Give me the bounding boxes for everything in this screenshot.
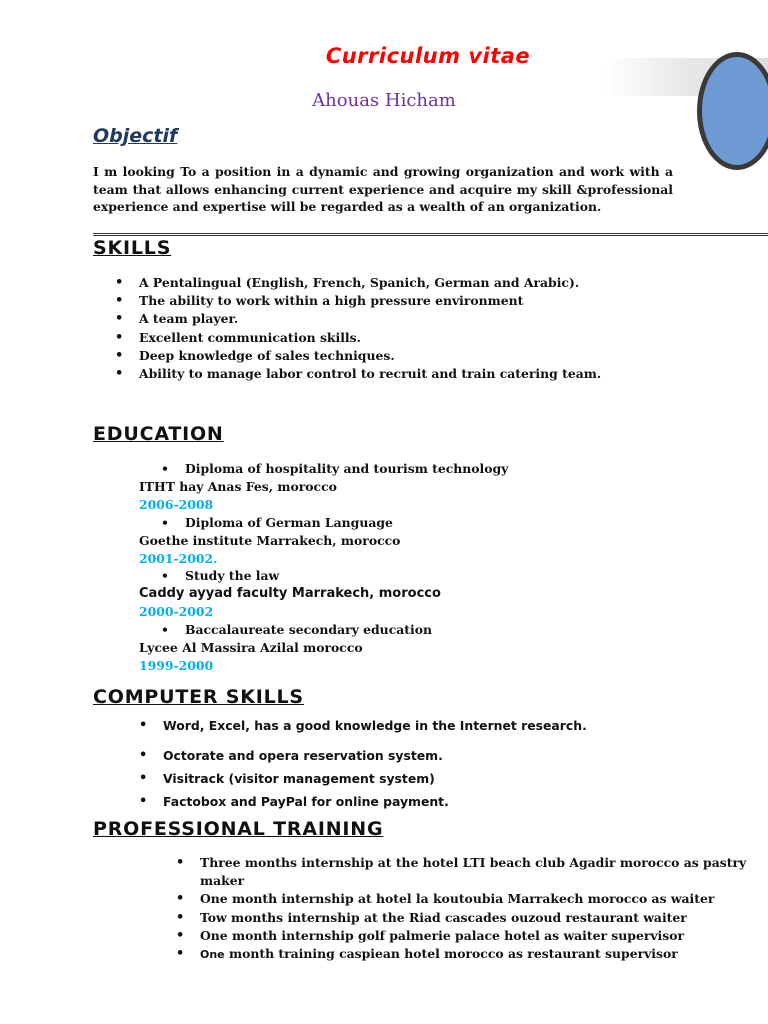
list-item: • One month internship at hotel la koutoubia Marrakech morocco as waiter	[200, 890, 760, 908]
bullet-icon: •	[139, 794, 148, 809]
document-title: Curriculum vitae	[325, 44, 531, 68]
bullet-icon: •	[115, 366, 124, 382]
objective-text: I m looking To a position in a dynamic and growing organization and work with a team that allows enhancing current experience and acquire my skill &professional experience and expertise will be regarded as a wealth of an organization.	[93, 164, 673, 215]
training-list	[176, 854, 760, 964]
education-years: 2001-2002.	[139, 550, 218, 566]
education-institution: Caddy ayyad faculty Marrakech, morocco	[139, 586, 441, 601]
education-degree: • Diploma of hospitality and tourism technology	[161, 461, 509, 476]
education-years: 2000-2002	[139, 604, 214, 619]
bullet-icon: •	[176, 891, 185, 907]
education-institution: ITHT hay Anas Fes, morocco	[139, 479, 337, 494]
list-item: • Deep knowledge of sales techniques.	[139, 347, 739, 365]
education-years: 1999-2000	[139, 657, 214, 673]
training-item-prefix: One	[200, 948, 225, 962]
bullet-icon: •	[115, 293, 124, 309]
list-item	[176, 945, 760, 964]
list-item: • Ability to manage labor control to recruit and train catering team.	[139, 365, 739, 383]
list-item: • Three months internship at the hotel LTI beach club Agadir morocco as pastry maker	[176, 855, 747, 889]
bullet-icon: •	[176, 855, 185, 870]
candidate-name: Ahouas Hicham	[312, 90, 456, 111]
computer-skills-list	[139, 716, 723, 812]
bullet-icon: •	[176, 946, 185, 962]
photo-placeholder	[697, 52, 768, 170]
list-item: • Tow months internship at the Riad cascades ouzoud restaurant waiter	[200, 909, 760, 927]
bullet-icon: •	[115, 275, 124, 290]
computer-skills-heading: COMPUTER SKILLS	[93, 686, 304, 708]
list-item: • A Pentalingual (English, French, Spanich, German and Arabic).	[139, 274, 739, 292]
list-item: • Octorate and opera reservation system.	[163, 746, 723, 766]
education-years: 2006-2008	[139, 497, 214, 512]
bullet-icon: •	[161, 568, 169, 583]
education-institution: Lycee Al Massira Azilal morocco	[139, 639, 363, 655]
bullet-icon: •	[115, 329, 124, 345]
list-item: • Visitrack (visitor management system)	[163, 769, 723, 789]
education-institution: Goethe institute Marrakech, morocco	[139, 532, 401, 548]
list-item: • Factobox and PayPal for online payment.	[163, 792, 723, 812]
list-item: • A team player.	[139, 310, 739, 328]
bullet-icon: •	[115, 311, 124, 327]
bullet-icon: •	[161, 514, 169, 530]
objective-heading: Objectif	[93, 125, 178, 147]
list-item: • Excellent communication skills.	[139, 329, 739, 347]
bullet-icon: •	[161, 621, 169, 637]
bullet-icon: •	[115, 347, 124, 363]
professional-training-heading: PROFESSIONAL TRAINING	[93, 818, 384, 840]
bullet-icon: •	[139, 771, 148, 786]
bullet-icon: •	[176, 927, 185, 943]
skills-list	[115, 274, 739, 383]
bullet-icon: •	[176, 909, 185, 925]
bullet-icon: •	[139, 748, 148, 763]
section-divider	[93, 233, 768, 236]
skills-heading: SKILLS	[93, 237, 172, 259]
education-list	[139, 460, 739, 674]
training-item-rest: month training caspiean hotel morocco as restaurant supervisor	[224, 946, 678, 962]
education-heading: EDUCATION	[93, 423, 224, 445]
bullet-icon: •	[139, 718, 148, 733]
education-degree: • Baccalaureate secondary education	[161, 621, 432, 637]
list-item: • Word, Excel, has a good knowledge in the Internet research.	[163, 716, 723, 736]
education-degree: • Study the law	[161, 568, 280, 583]
list-item: • The ability to work within a high pressure environment	[139, 292, 739, 310]
list-item: • One month internship golf palmerie palace hotel as waiter supervisor	[200, 927, 760, 945]
education-degree: • Diploma of German Language	[161, 514, 393, 530]
bullet-icon: •	[161, 461, 169, 476]
